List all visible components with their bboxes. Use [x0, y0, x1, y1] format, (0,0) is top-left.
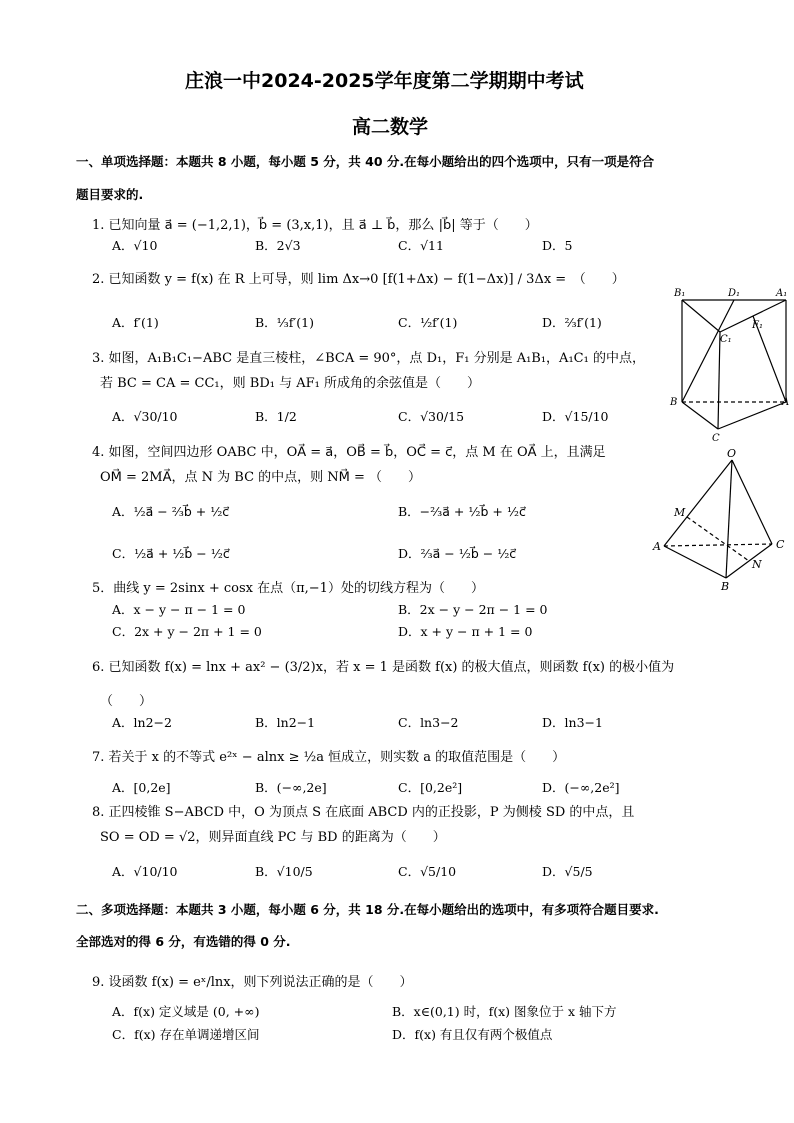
q9-option-b: B．x∈(0,1) 时，f(x) 图象位于 x 轴下方 [392, 1004, 617, 1019]
edge-o-a [664, 460, 732, 546]
q7-option-d: D．(−∞,2e²] [542, 780, 620, 795]
prism-figure [664, 286, 794, 448]
label-a: A [782, 397, 790, 408]
q2-option-b: B．⅓f′(1) [255, 315, 314, 330]
q9-option-d: D．f(x) 有且仅有两个极值点 [392, 1027, 553, 1042]
tetrahedron-figure [648, 446, 794, 594]
edge-o-b [726, 460, 732, 578]
segment-b-d1 [682, 300, 734, 402]
question-4: 4. 如图，空间四边形 OABC 中，OA⃗ = a⃗，OB⃗ = b⃗，OC⃗ = c⃗，点 M 在 OA⃗ 上，且满足 [92, 445, 606, 460]
q9-option-a: A．f(x) 定义域是 (0, +∞) [112, 1004, 260, 1019]
q6-option-a: A．ln2−2 [112, 715, 172, 730]
question-8-cont: SO = OD = √2，则异面直线 PC 与 BD 的距离为（ ） [100, 830, 446, 845]
edge-a-c-hidden [664, 544, 772, 546]
edge-c1-c [718, 332, 720, 429]
q7-option-a: A．[0,2e] [112, 780, 171, 795]
q5-option-d: D．x + y − π + 1 = 0 [398, 624, 533, 639]
question-1: 1. 已知向量 a⃗ = (−1,2,1)，b⃗ = (3,x,1)，且 a⃗ ⊥ b⃗，那么 |b⃗| 等于（ ） [92, 218, 538, 233]
label-a1: A₁ [776, 288, 788, 299]
q8-option-b: B．√10/5 [255, 864, 313, 879]
label-d1: D₁ [728, 288, 741, 299]
q4-option-c: C．½a⃗ + ½b⃗ − ½c⃗ [112, 546, 230, 561]
q3-option-d: D．√15/10 [542, 409, 609, 424]
question-4-cont: OM⃗ = 2MA⃗，点 N 为 BC 的中点，则 NM⃗ = （ ） [100, 470, 422, 485]
question-8: 8. 正四棱锥 S−ABCD 中，O 为顶点 S 在底面 ABCD 内的正投影，P 为侧棱 SD 的中点，且 [92, 805, 635, 820]
q7-option-b: B．(−∞,2e] [255, 780, 327, 795]
question-7: 7. 若关于 x 的不等式 e²ˣ − alnx ≥ ½a 恒成立，则实数 a 的取值范围是（ ） [92, 750, 566, 765]
edge-b-c [682, 402, 718, 429]
q5-option-b: B．2x − y − 2π − 1 = 0 [398, 602, 548, 617]
q8-option-a: A．√10/10 [112, 864, 178, 879]
question-6-cont: （ ） [100, 694, 153, 709]
question-9: 9. 设函数 f(x) = eˣ/lnx，则下列说法正确的是（ ） [92, 975, 413, 990]
q5-option-c: C．2x + y − 2π + 1 = 0 [112, 624, 262, 639]
q4-option-b: B．−⅔a⃗ + ½b⃗ + ½c⃗ [398, 504, 526, 519]
q5-option-a: A．x − y − π − 1 = 0 [112, 602, 246, 617]
question-3-cont: 若 BC = CA = CC₁，则 BD₁ 与 AF₁ 所成角的余弦值是（ ） [100, 376, 480, 391]
q3-option-c: C．√30/15 [398, 409, 465, 424]
edge-a-b [664, 546, 726, 578]
q1-option-a: A．√10 [112, 238, 158, 253]
label-m: M [674, 506, 686, 519]
label-b: B [721, 580, 730, 593]
section2-heading-cont: 全部选对的得 6 分，有选错的得 0 分. [76, 934, 291, 949]
q1-option-d: D．5 [542, 238, 573, 253]
label-f1: F₁ [752, 320, 763, 331]
question-6: 6. 已知函数 f(x) = lnx + ax² − (3/2)x，若 x = 1 是函数 f(x) 的极大值点，则函数 f(x) 的极小值为 [92, 660, 675, 675]
q1-option-c: C．√11 [398, 238, 444, 253]
label-b: B [670, 397, 678, 408]
segment-m-n [687, 517, 749, 561]
q6-option-b: B．ln2−1 [255, 715, 316, 730]
label-b1: B₁ [674, 288, 686, 299]
label-o: O [727, 447, 737, 460]
section1-heading-cont: 题目要求的. [76, 187, 144, 202]
label-c: C [776, 538, 785, 551]
edge-b1-c1 [682, 300, 720, 332]
label-a: A [653, 540, 661, 553]
q3-option-b: B．1/2 [255, 409, 297, 424]
q9-option-c: C．f(x) 存在单调递增区间 [112, 1027, 260, 1042]
q8-option-c: C．√5/10 [398, 864, 457, 879]
label-n: N [752, 558, 762, 571]
q7-option-c: C．[0,2e²] [398, 780, 463, 795]
q2-option-c: C．½f′(1) [398, 315, 458, 330]
exam-subtitle: 高二数学 [352, 116, 429, 138]
q8-option-d: D．√5/5 [542, 864, 593, 879]
section1-heading: 一、单项选择题：本题共 8 小题，每小题 5 分，共 40 分.在每小题给出的四个选项中，只有一项是符合 [76, 154, 655, 169]
label-c1: C₁ [720, 334, 732, 345]
q6-option-d: D．ln3−1 [542, 715, 603, 730]
q6-option-c: C．ln3−2 [398, 715, 459, 730]
q2-option-a: A．f′(1) [112, 315, 159, 330]
question-2: 2. 已知函数 y = f(x) 在 R 上可导，则 lim Δx→0 [f(1+Δx) − f(1−Δx)] / 3Δx = （ ） [92, 272, 625, 287]
label-c: C [712, 433, 720, 444]
edge-c-a [718, 402, 786, 429]
q4-option-a: A．½a⃗ − ⅔b⃗ + ½c⃗ [112, 504, 230, 519]
q3-option-a: A．√30/10 [112, 409, 178, 424]
section2-heading: 二、多项选择题：本题共 3 小题，每小题 6 分，共 18 分.在每小题给出的选项中，有多项符合题目要求. [76, 902, 659, 917]
q2-option-d: D．⅔f′(1) [542, 315, 602, 330]
q4-option-d: D．⅔a⃗ − ½b⃗ − ½c⃗ [398, 546, 517, 561]
q1-option-b: B．2√3 [255, 238, 301, 253]
edge-o-c [732, 460, 772, 544]
question-5: 5．曲线 y = 2sinx + cosx 在点（π,−1）处的切线方程为（ ） [92, 581, 484, 596]
question-3: 3. 如图，A₁B₁C₁−ABC 是直三棱柱，∠BCA = 90°，点 D₁，F₁ 分别是 A₁B₁，A₁C₁ 的中点， [92, 351, 645, 366]
exam-title: 庄浪一中2024-2025学年度第二学期期中考试 [185, 70, 584, 92]
